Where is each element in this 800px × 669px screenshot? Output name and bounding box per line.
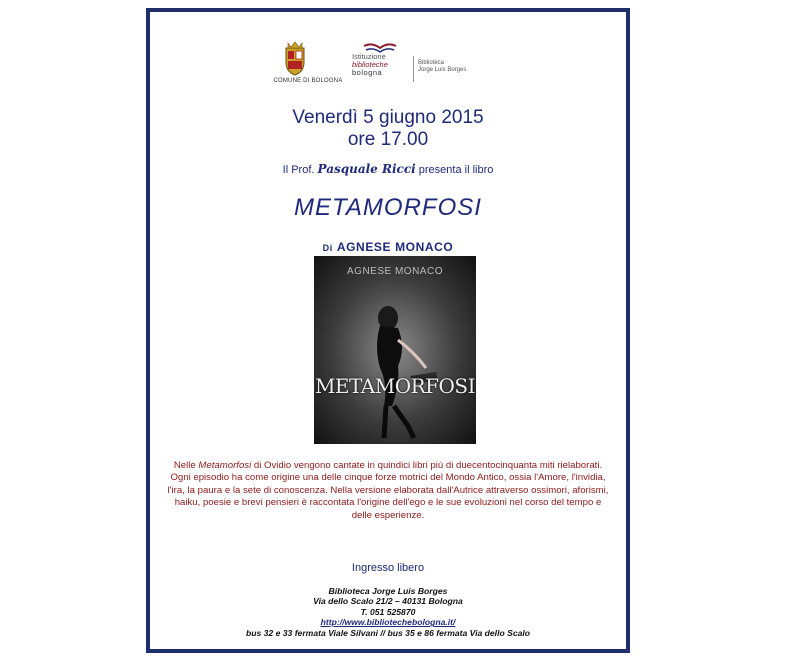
event-date: Venerdì 5 giugno 2015 [292,107,484,128]
presenter-line [150,162,626,176]
book-title: METAMORFOSI [294,194,482,221]
woman-figure-illustration [314,256,476,444]
library-name [418,60,466,74]
istituzione-biblioteche-logo [350,42,410,82]
presents-prefix: Il Prof. [282,164,315,176]
author-line [150,240,626,254]
venue-url-link[interactable]: http://www.bibliotechebologna.it/ [320,617,456,628]
ib-line1: Istituzione [352,52,386,61]
venue-footer [150,586,626,638]
entry-note: Ingresso libero [351,562,425,574]
flyer-page [146,8,630,653]
venue-bus-info: bus 32 e 33 fermata Viale Silvani // bus 35 e 86 fermata Via dello Scalo [245,627,531,638]
venue-name: Biblioteca Jorge Luis Borges [328,586,448,596]
logo-divider [413,56,414,82]
venue-address: Via dello Scalo 21/2 – 40131 Bologna [313,596,463,607]
venue-contact [150,607,626,628]
cover-author: AGNESE MONACO [347,266,443,277]
comune-caption: COMUNE DI BOLOGNA [273,78,343,84]
bologna-crest-icon [280,40,310,76]
presenter-name: Pasquale Ricci [317,162,416,176]
author-prefix: Di [322,243,333,253]
book-cover-image [314,256,476,444]
desc-part1: Nelle [173,460,196,471]
bib-line2: Jorge Luis Borges [418,67,467,73]
bib-line1: Biblioteca [418,60,445,66]
ib-line3: bologna [352,68,383,77]
cover-title: METAMORFOSI [314,374,476,398]
desc-italic-title: Metamorfosi [198,460,252,471]
event-time: ore 17.00 [347,129,429,150]
venue-phone: T. 051 525870 [360,606,416,617]
book-description [164,460,612,522]
desc-part2: di Ovidio vengono cantate in quindici libri più di duecentocinquanta miti rielaborati. Ogni episodio ha come origine una delle cinque forze motrici del Mondo Antico, ossia l'Amore, l'invidia, l'ira, la paura e la sete di conoscenza. Nella versione elaborata dall'Autrice attraverso ossimori, aforismi, haiku, poesie e brevi pensieri è raccontata l'origine dell'ego e le sue evoluzioni nel corso del tempo e delle esperienze. [167,460,609,521]
presents-suffix: presenta il libro [418,164,494,176]
ib-line2: biblioteche [352,60,388,69]
author-name: AGNESE MONACO [336,240,454,254]
logo-row [268,40,518,90]
